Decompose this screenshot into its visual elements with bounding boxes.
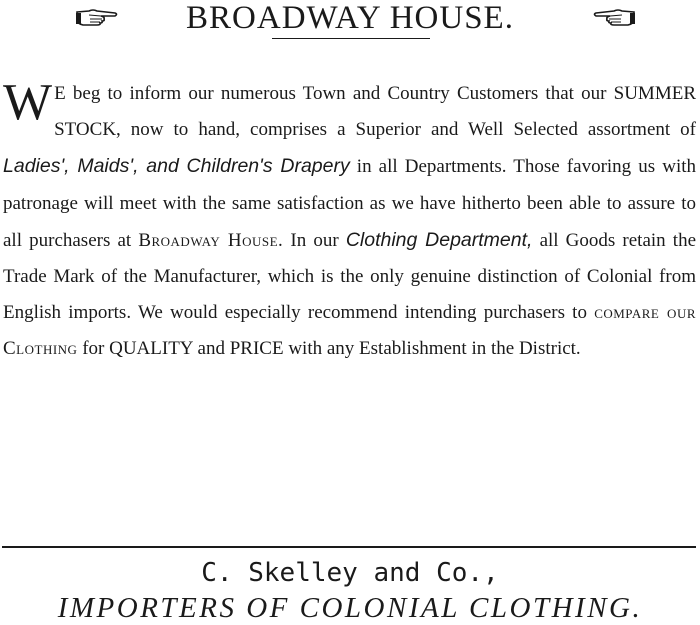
- body-text-part-5: for QUALITY and PRICE with any Establishment in the District.: [77, 338, 581, 360]
- divider-rule: [2, 546, 696, 548]
- header: [0, 0, 700, 40]
- advertisement-body: [3, 76, 696, 368]
- drapery-phrase: Ladies', Maids', and Children's Drapery: [3, 155, 350, 178]
- clothing-department-phrase: Clothing Department,: [345, 228, 533, 251]
- company-name: C. Skelley and Co.,: [201, 558, 499, 588]
- company-tagline: IMPORTERS OF COLONIAL CLOTHING.: [57, 592, 643, 624]
- body-text-part-3: In our: [283, 229, 346, 251]
- body-text-part-1: E beg to inform our numerous Town and Country Customers that our SUMMER STOCK, now to hand, comprises a Superior and Well Selected assortment of: [54, 83, 696, 141]
- body-text-part-4: all Goods retain the Trade Mark of the Manufacturer, which is the only genuine distinction of Colonial from English imports. We would especially recommend intending purchasers to: [3, 229, 697, 324]
- body-text-part-2: in all Departments. Those favoring us with patronage will meet with the same satisfaction as we have hitherto been able to assure to all purchasers at: [3, 156, 696, 251]
- page-title: BROADWAY HOUSE.: [186, 0, 514, 36]
- drop-cap: W: [3, 74, 53, 131]
- broadway-house-name: Broadway House.: [138, 229, 284, 251]
- title-underline: [272, 38, 430, 39]
- compare-clothing-phrase: compare our Clothing: [3, 302, 696, 360]
